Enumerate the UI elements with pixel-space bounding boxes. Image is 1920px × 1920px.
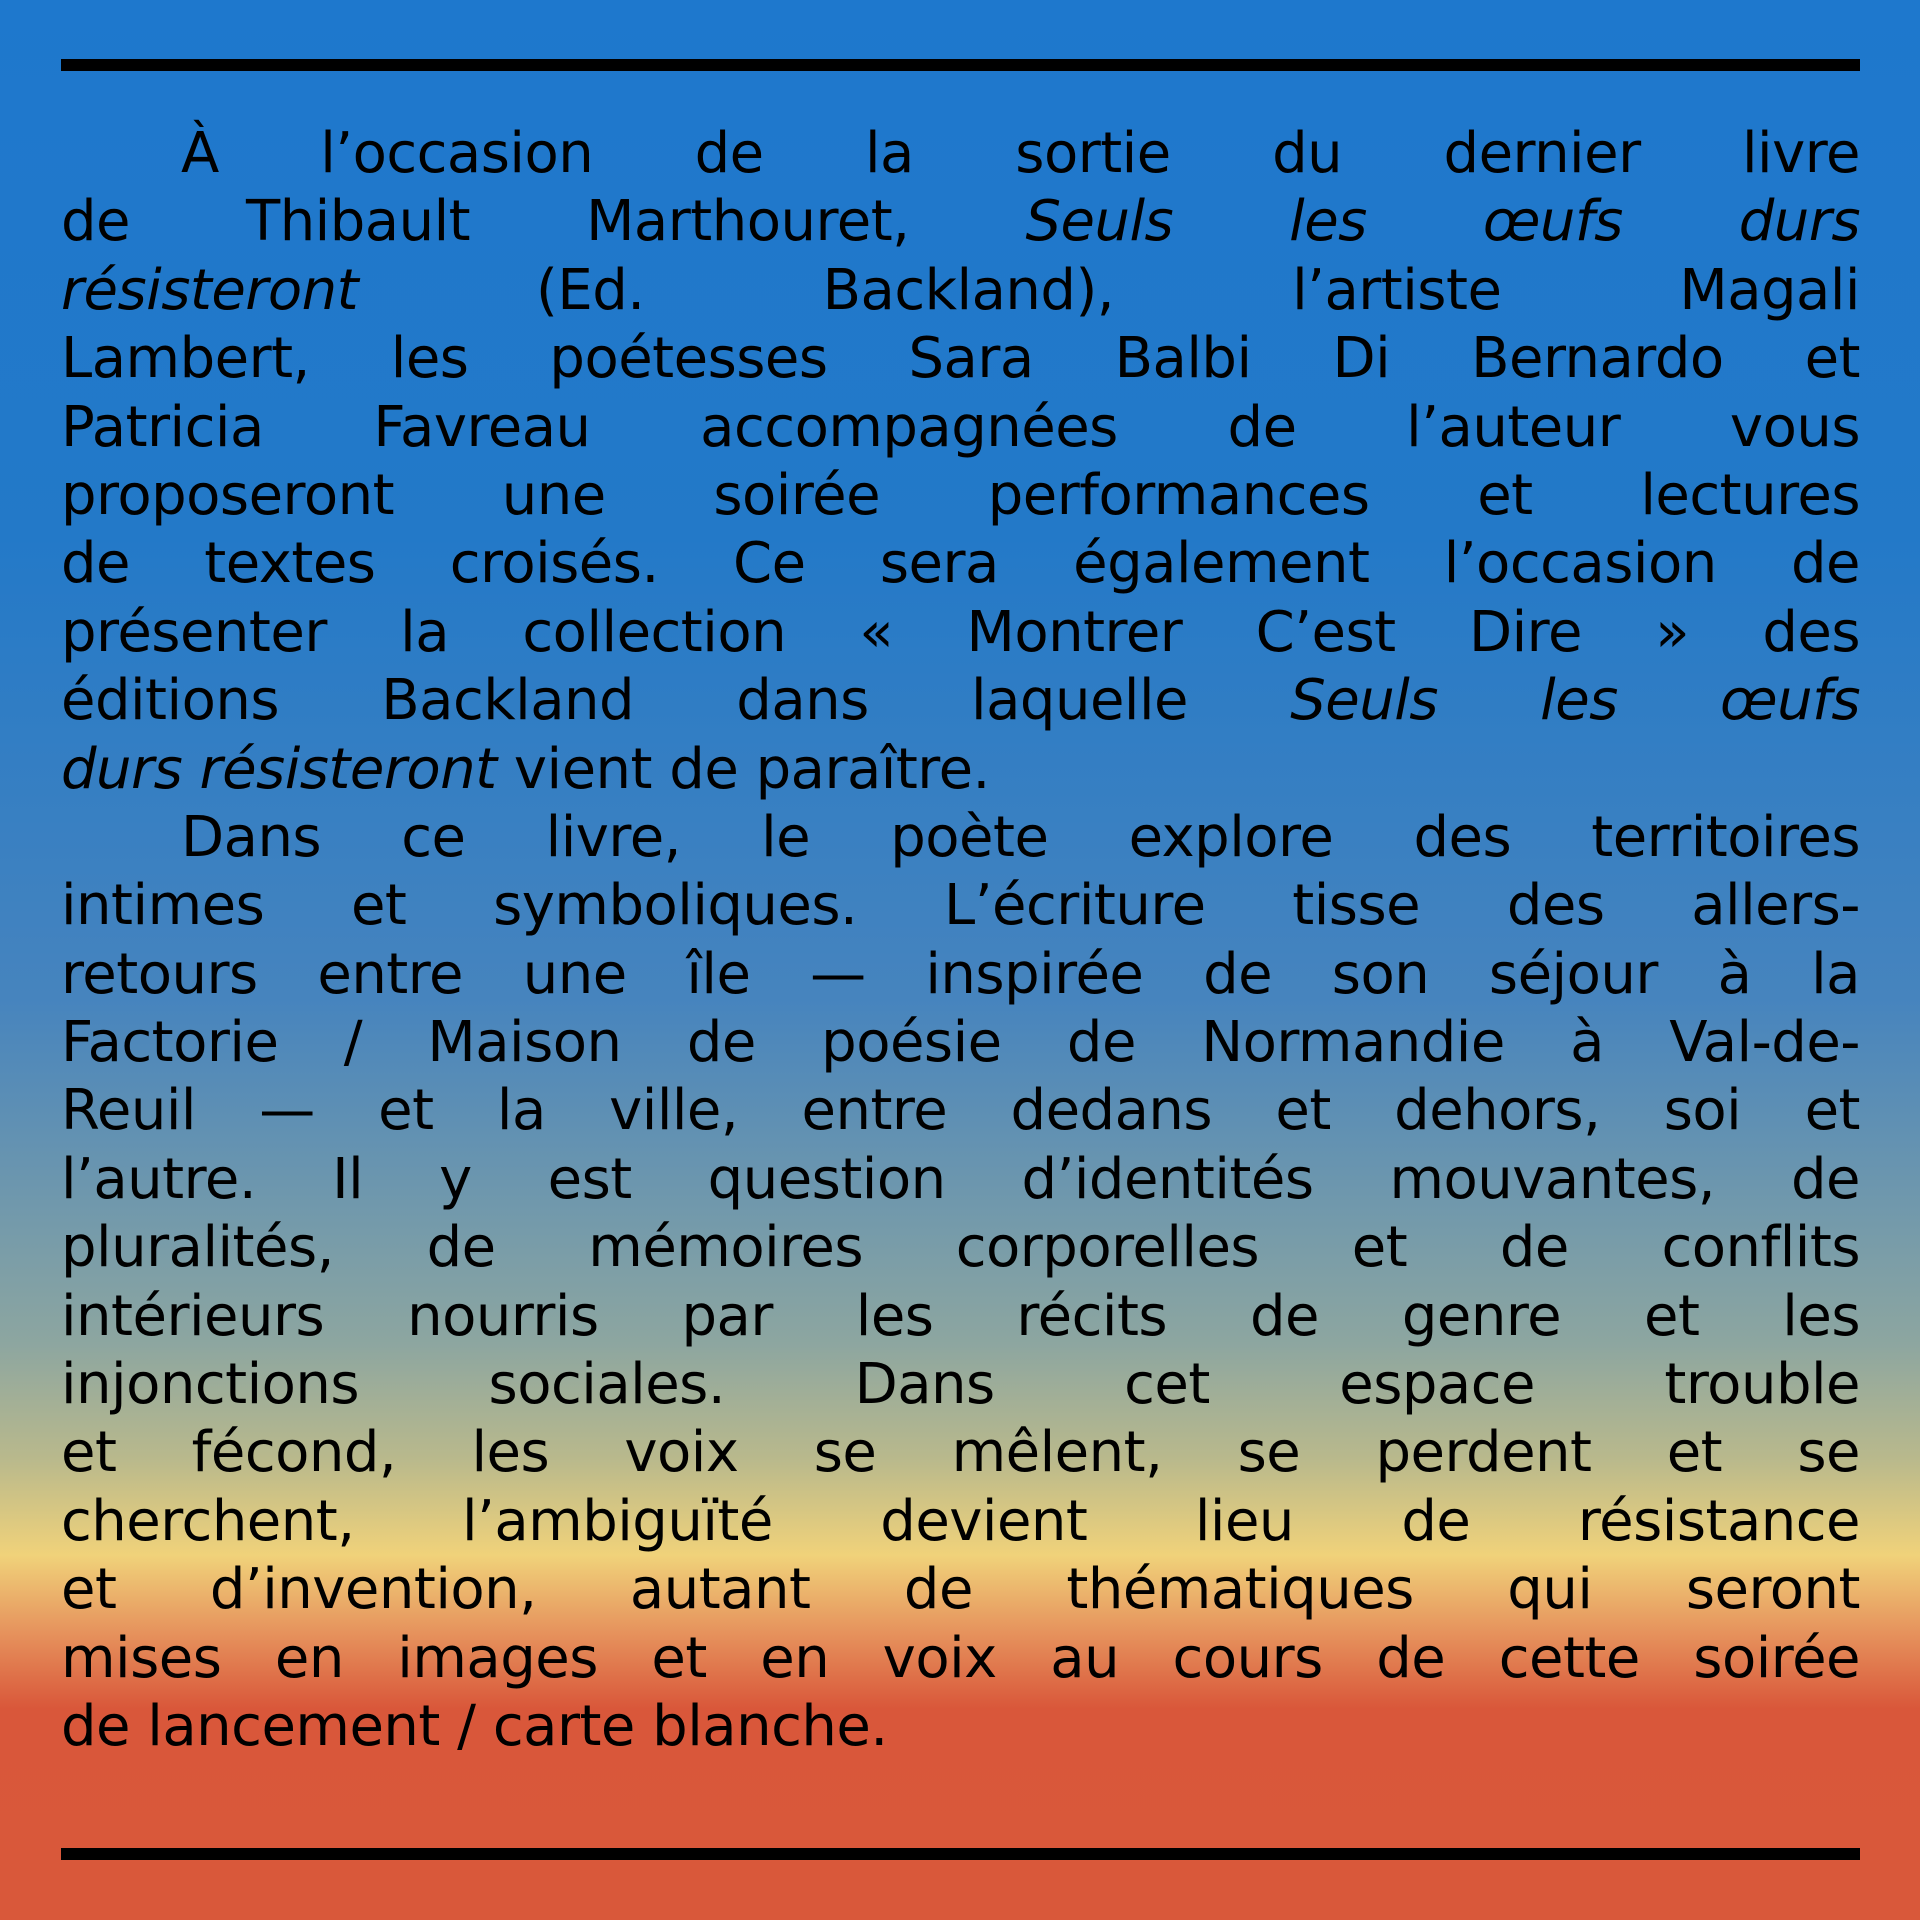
text-segment: et d’invention, autant de thématiques qui seront	[61, 1557, 1860, 1623]
text-segment: l’autre. Il y est question d’identités mouvantes, de	[61, 1146, 1860, 1212]
paragraph-1	[61, 120, 1860, 804]
text-segment: éditions Backland dans laquelle	[61, 668, 1291, 734]
book-title: résisteront	[61, 257, 359, 323]
text-line	[61, 1351, 1860, 1419]
text-segment: mises en images et en voix au cours de cette soirée	[61, 1625, 1860, 1691]
text-line	[61, 1625, 1860, 1693]
body-text	[61, 120, 1860, 1761]
book-title: Seuls les œufs	[1290, 668, 1860, 734]
text-segment: injonctions sociales. Dans cet espace trouble	[61, 1352, 1860, 1418]
text-segment: À l’occasion de la sortie du dernier livre	[181, 121, 1860, 186]
text-line	[61, 1009, 1860, 1077]
text-segment: Dans ce livre, le poète explore des territoires	[181, 804, 1860, 870]
text-line	[61, 1283, 1860, 1351]
text-line	[61, 667, 1860, 735]
text-segment: de textes croisés. Ce sera également l’occasion de	[61, 531, 1860, 597]
text-line	[61, 1556, 1860, 1624]
text-segment: de lancement / carte blanche.	[61, 1693, 888, 1759]
text-segment: retours entre une île — inspirée de son séjour à la	[61, 941, 1860, 1007]
text-segment: intimes et symboliques. L’écriture tisse des allers-	[61, 873, 1860, 939]
text-segment: proposeront une soirée performances et lectures	[61, 462, 1860, 528]
text-segment: Reuil — et la ville, entre dedans et dehors, soi et	[61, 1078, 1860, 1144]
text-segment: présenter la collection « Montrer C’est Dire » des	[61, 599, 1860, 665]
text-line	[61, 1214, 1860, 1282]
text-line	[61, 394, 1860, 462]
text-line	[61, 804, 1860, 872]
text-line	[61, 736, 1860, 804]
text-segment: Factorie / Maison de poésie de Normandie à Val-de-	[61, 1010, 1860, 1076]
book-title: Seuls les œufs durs	[1025, 189, 1860, 255]
text-segment: Lambert, les poétesses Sara Balbi Di Bernardo et	[61, 326, 1860, 392]
text-segment: (Ed. Backland), l’artiste Magali	[358, 257, 1860, 323]
book-title: durs résisteront	[61, 736, 497, 802]
text-line	[61, 530, 1860, 598]
paragraph-2	[61, 804, 1860, 1761]
text-line	[61, 941, 1860, 1009]
bottom-rule	[61, 1848, 1860, 1860]
text-segment: et fécond, les voix se mêlent, se perdent et se	[61, 1420, 1860, 1486]
text-line	[61, 325, 1860, 393]
text-line	[61, 1146, 1860, 1214]
text-line	[61, 599, 1860, 667]
text-line	[61, 120, 1860, 188]
text-segment: pluralités, de mémoires corporelles et de conflits	[61, 1215, 1860, 1281]
text-line	[61, 462, 1860, 530]
text-line	[61, 1693, 1860, 1761]
text-line	[61, 872, 1860, 940]
text-segment: cherchent, l’ambiguïté devient lieu de résistance	[61, 1488, 1860, 1554]
text-line	[61, 188, 1860, 256]
text-line	[61, 1419, 1860, 1487]
text-segment: de Thibault Marthouret,	[61, 189, 1026, 255]
text-segment: intérieurs nourris par les récits de genre et les	[61, 1283, 1860, 1349]
text-line	[61, 257, 1860, 325]
text-line	[61, 1488, 1860, 1556]
top-rule	[61, 59, 1860, 71]
text-segment: vient de paraître.	[496, 736, 990, 802]
text-line	[61, 1077, 1860, 1145]
text-segment: Patricia Favreau accompagnées de l’auteur vous	[61, 394, 1860, 460]
